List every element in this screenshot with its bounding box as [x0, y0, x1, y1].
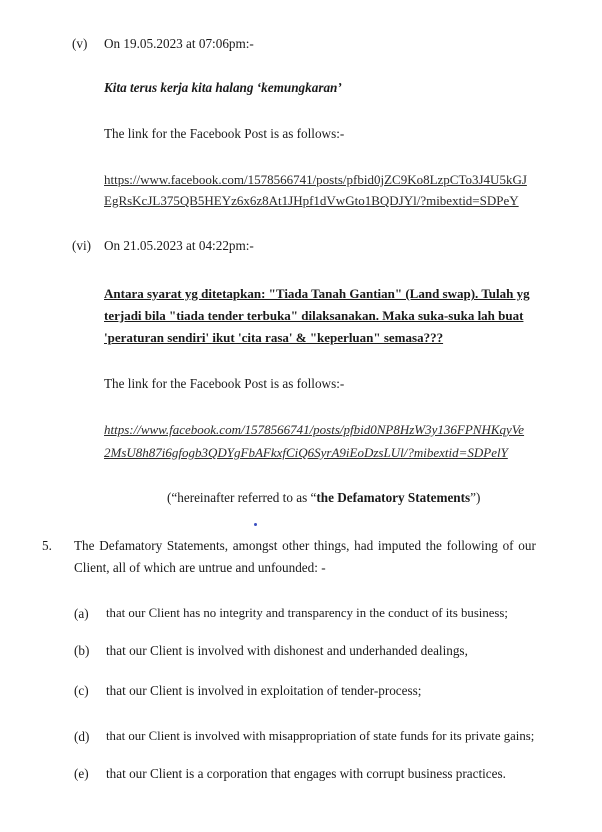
defamatory-statements-referral — [167, 490, 480, 506]
item-v-post-text: Kita terus kerja kita halang ‘kemungkaran’ — [104, 80, 342, 95]
para-5-line2: Client, all of which are untrue and unfounded: - — [74, 560, 326, 575]
item-a-label: (a) — [74, 606, 89, 621]
item-v-url-line1[interactable]: https://www.facebook.com/1578566741/posts/pfbid0jZC9Ko8LzpCTo3J4U5kGJ — [104, 172, 527, 187]
item-v-heading: On 19.05.2023 at 07:06pm:- — [104, 36, 254, 51]
item-d-label: (d) — [74, 729, 90, 744]
item-v-url-line2[interactable]: EgRsKcJL375QB5HEYz6x6z8At1JHpf1dVwGto1BQDJYl/?mibextid=SDPeY — [104, 193, 519, 208]
item-vi-number: (vi) — [72, 238, 92, 253]
item-e-text: that our Client is a corporation that engages with corrupt business practices. — [106, 766, 506, 781]
para-5-line1: The Defamatory Statements, amongst other things, had imputed the following of our — [74, 538, 536, 553]
referral-suffix: ”) — [470, 490, 481, 505]
referral-prefix: (“hereinafter referred to as “ — [167, 490, 317, 505]
item-vi-link-intro: The link for the Facebook Post is as follows:- — [104, 376, 345, 391]
item-vi-post-line3: 'peraturan sendiri' ikut 'cita rasa' & "keperluan" semasa??? — [104, 330, 444, 345]
item-d-text: that our Client is involved with misappropriation of state funds for its private gains; — [106, 729, 535, 743]
referral-term: the Defamatory Statements — [316, 490, 471, 505]
item-vi-heading: On 21.05.2023 at 04:22pm:- — [104, 238, 254, 253]
item-b-text: that our Client is involved with dishonest and underhanded dealings, — [106, 643, 468, 658]
stray-ink-mark — [254, 523, 257, 526]
item-vi-url-line1[interactable]: https://www.facebook.com/1578566741/posts/pfbid0NP8HzW3y136FPNHKqyVe — [104, 422, 525, 437]
item-b-label: (b) — [74, 643, 90, 658]
item-vi-url-line2[interactable]: 2MsU8h87i6gfogb3QDYgFbAFkxfCiQ6SyrA9iEoDzsLUl/?mibextid=SDPelY — [104, 445, 508, 460]
item-vi-post-line2: terjadi bila "tiada tender terbuka" dilaksanakan. Maka suka-suka lah buat — [104, 308, 524, 323]
item-vi-post-line1: Antara syarat yg ditetapkan: "Tiada Tanah Gantian" (Land swap). Tulah yg — [104, 286, 530, 301]
item-e-label: (e) — [74, 766, 89, 781]
item-c-text: that our Client is involved in exploitation of tender-process; — [106, 683, 422, 698]
item-v-number: (v) — [72, 36, 88, 51]
para-5-number: 5. — [42, 538, 52, 553]
item-a-text: that our Client has no integrity and transparency in the conduct of its business; — [106, 606, 508, 620]
item-v-link-intro: The link for the Facebook Post is as follows:- — [104, 126, 345, 141]
item-c-label: (c) — [74, 683, 89, 698]
